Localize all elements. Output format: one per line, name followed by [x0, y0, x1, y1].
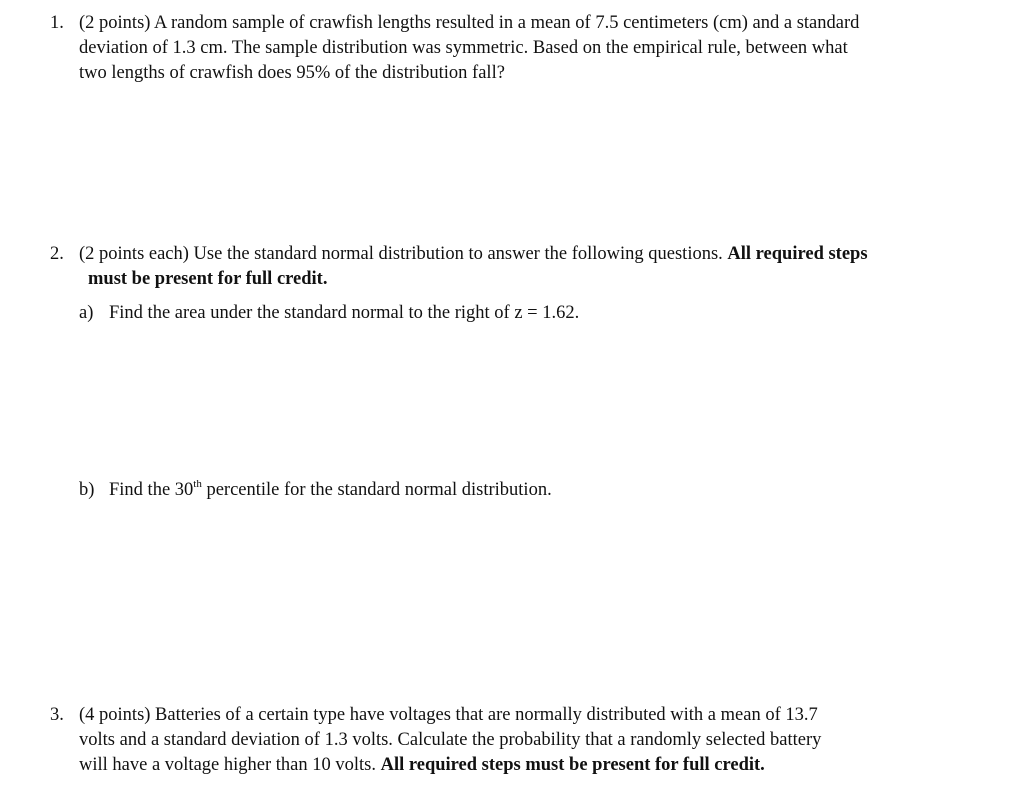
question-3-line-3-text: will have a voltage higher than 10 volts. — [79, 755, 381, 775]
question-1-line-2: deviation of 1.3 cm. The sample distribution was symmetric. Based on the empirical rule, between what — [79, 38, 848, 58]
question-1-line-1: (2 points) A random sample of crawfish lengths resulted in a mean of 7.5 centimeters (cm) and a standard — [79, 13, 860, 33]
question-1-line-3: two lengths of crawfish does 95% of the distribution fall? — [79, 63, 505, 83]
question-2b-text-start: Find the 30 — [109, 480, 194, 500]
question-2b-label: b) — [79, 480, 95, 500]
question-3-line-2: volts and a standard deviation of 1.3 volts. Calculate the probability that a randomly selected battery — [79, 730, 822, 750]
question-3-line-1: (4 points) Batteries of a certain type have voltages that are normally distributed with a mean of 13.7 — [79, 705, 818, 725]
question-2-requirement-part-1: All required steps — [727, 244, 868, 264]
question-2-intro: (2 points each) Use the standard normal distribution to answer the following questions. — [79, 244, 728, 264]
question-2-line-2 — [88, 270, 327, 289]
question-2-requirement-part-2: must be present for full credit. — [88, 269, 328, 289]
question-3-requirement: All required steps must be present for full credit. — [380, 755, 765, 775]
question-2a-text: Find the area under the standard normal to the right of z = 1.62. — [109, 303, 580, 323]
question-3-number: 3. — [50, 705, 64, 725]
question-2-line-1 — [79, 245, 868, 264]
question-2a-label: a) — [79, 303, 94, 323]
question-2b-superscript: th — [193, 478, 202, 490]
question-1-number: 1. — [50, 13, 64, 33]
question-2-number: 2. — [50, 244, 64, 264]
question-2b-text — [109, 478, 552, 500]
question-2b-text-end: percentile for the standard normal distribution. — [201, 480, 552, 500]
question-3-line-3 — [79, 756, 765, 775]
